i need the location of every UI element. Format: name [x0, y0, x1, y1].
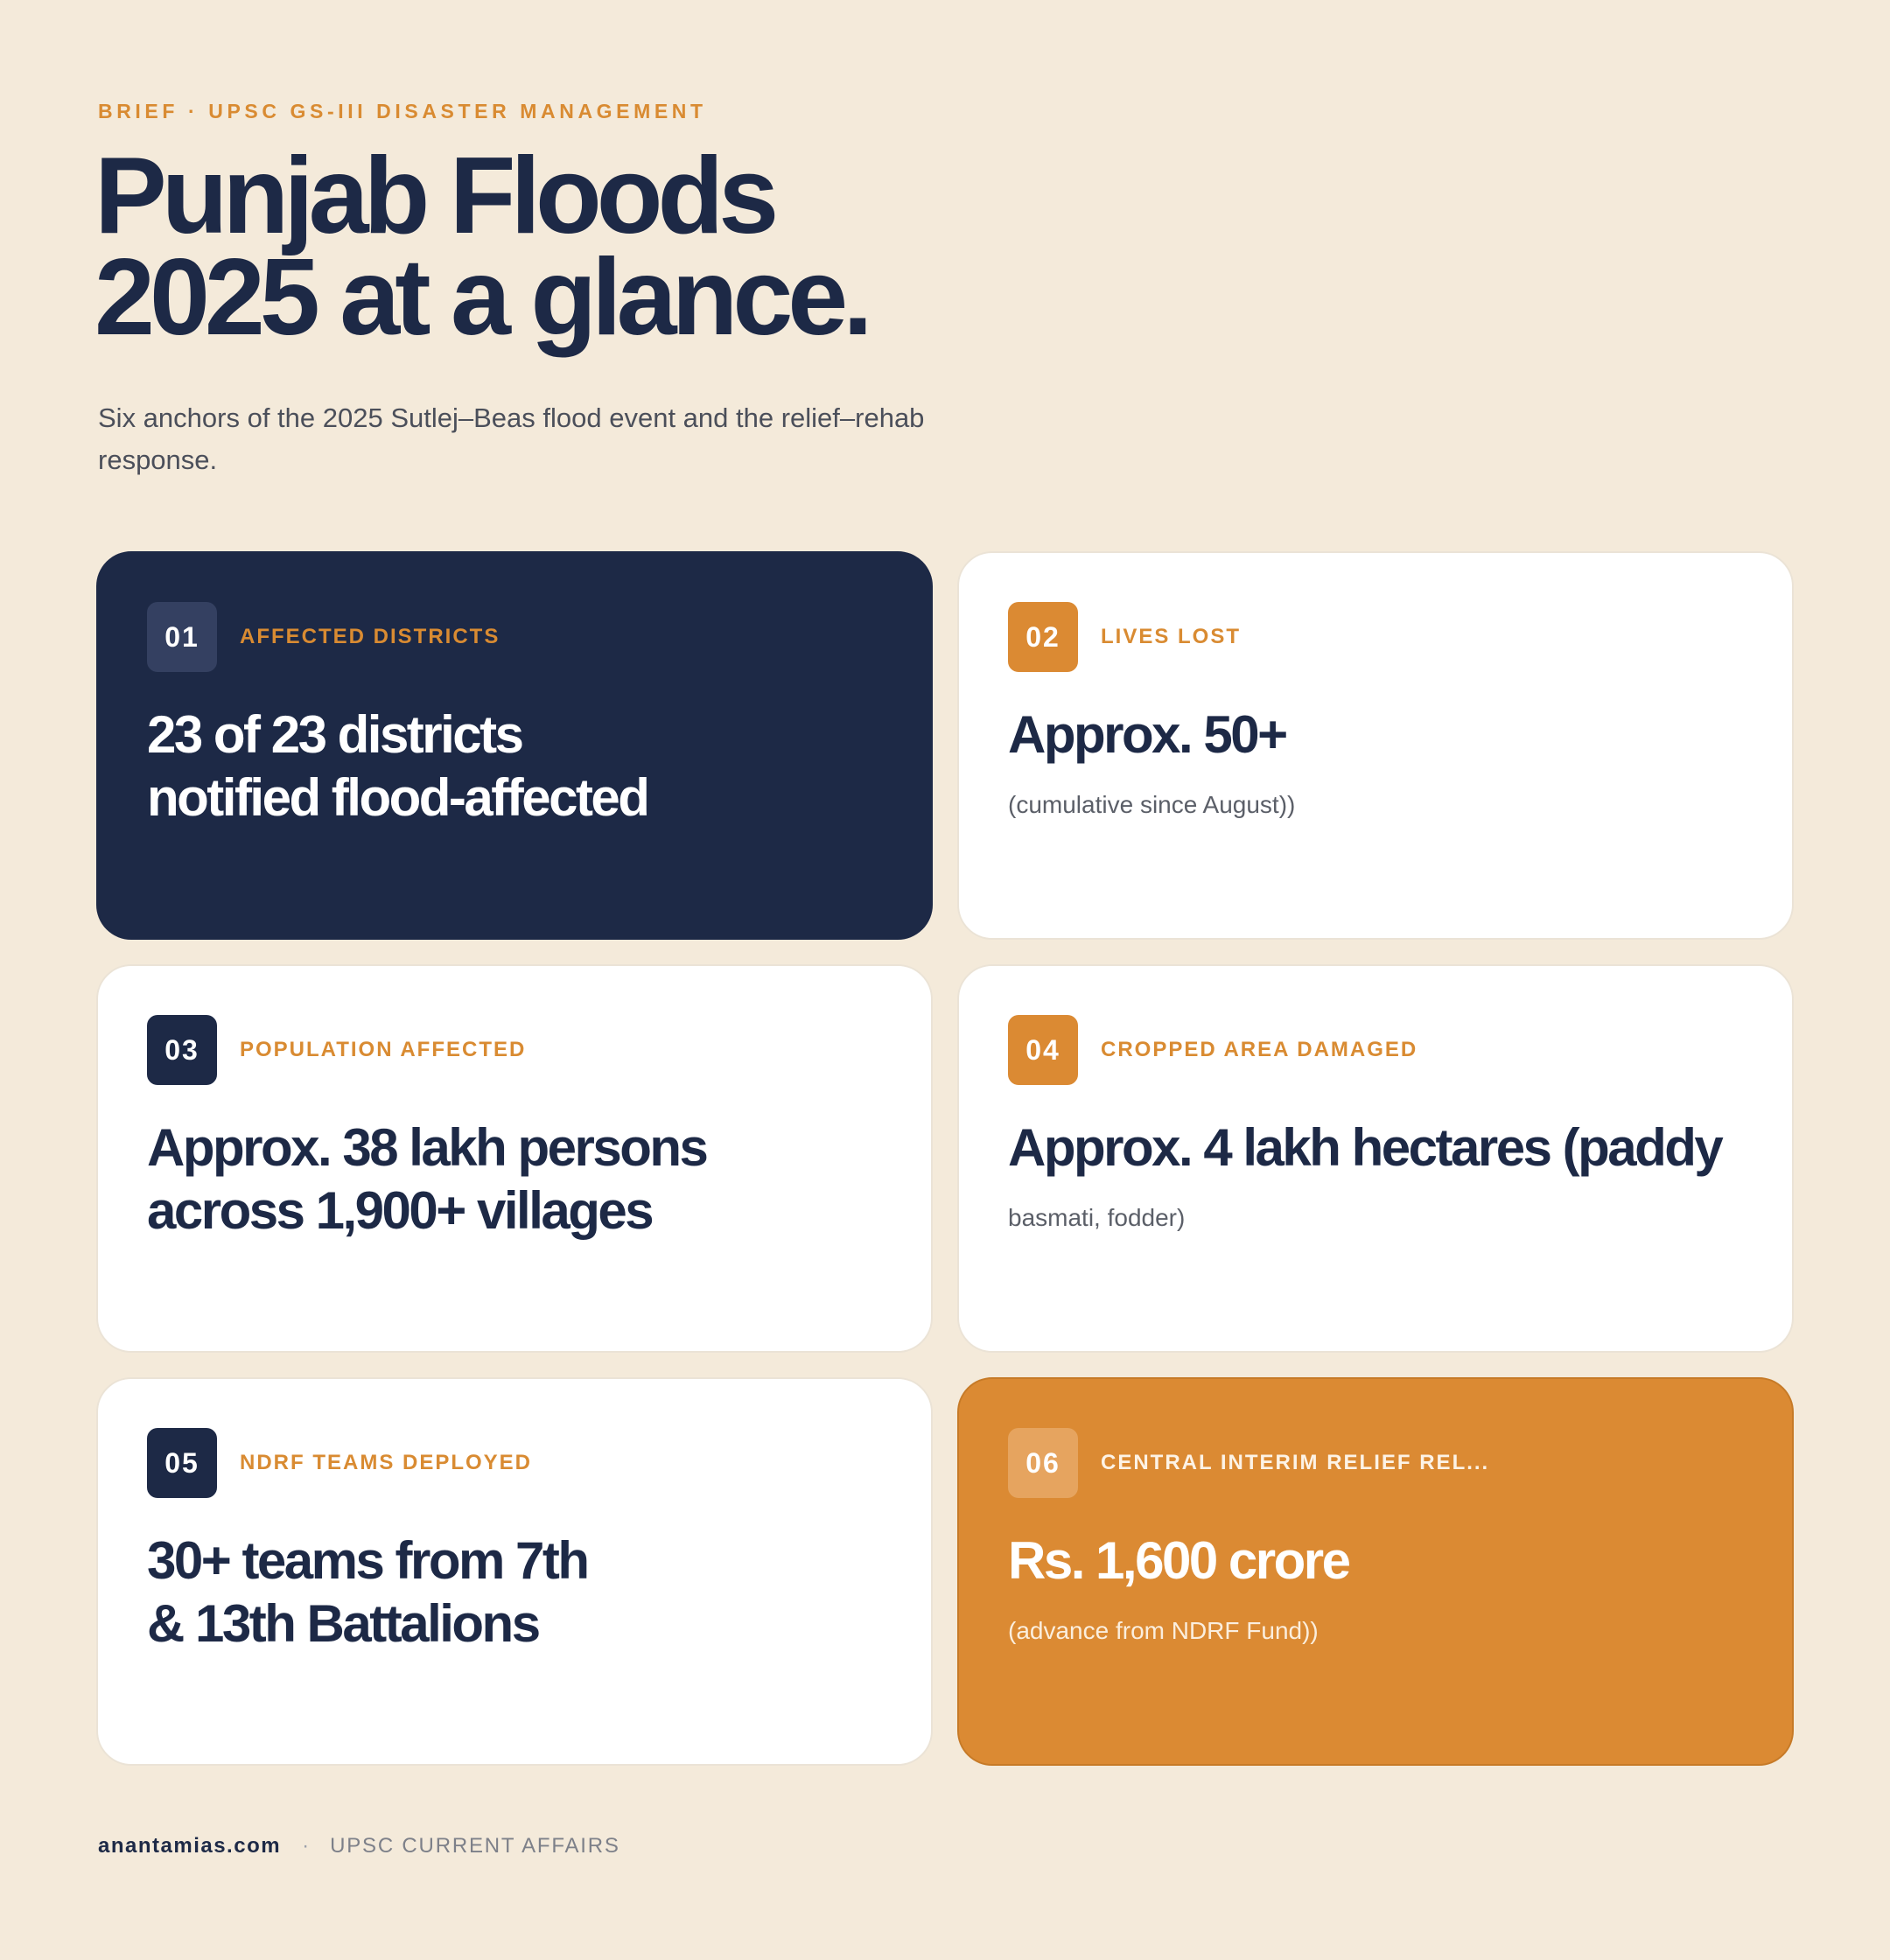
footer [98, 1834, 620, 1858]
card-value-line-1: Approx. 4 lakh hectares (paddy [1008, 1118, 1722, 1177]
card-label: CENTRAL INTERIM RELIEF REL... [1101, 1451, 1490, 1474]
card-value-line-1: 23 of 23 districts [147, 705, 522, 764]
stat-card-population-affected [96, 964, 933, 1353]
card-value [1008, 704, 1286, 766]
page-title-line-1: Punjab Floods [94, 136, 774, 256]
card-value [147, 704, 648, 830]
card-value [147, 1530, 588, 1656]
card-note: (advance from NDRF Fund)) [1008, 1617, 1319, 1644]
stat-card-affected-districts [96, 551, 933, 940]
card-label: NDRF TEAMS DEPLOYED [240, 1451, 533, 1474]
card-value-line-2: & 13th Battalions [147, 1594, 539, 1653]
card-number-badge: 02 [1008, 602, 1078, 672]
card-number-badge: 03 [147, 1015, 217, 1085]
card-label: LIVES LOST [1101, 625, 1242, 648]
footer-section: UPSC CURRENT AFFAIRS [330, 1834, 620, 1858]
eyebrow-label: BRIEF · UPSC GS-III DISASTER MANAGEMENT [98, 100, 707, 122]
card-label: AFFECTED DISTRICTS [240, 625, 500, 648]
card-value-line-2: across 1,900+ villages [147, 1181, 653, 1240]
card-value-line-1: Rs. 1,600 crore [1008, 1531, 1349, 1590]
stat-card-lives-lost [957, 551, 1794, 940]
card-value [147, 1116, 706, 1242]
card-note: (cumulative since August)) [1008, 791, 1296, 818]
card-number-badge: 05 [147, 1428, 217, 1498]
footer-separator: · [302, 1834, 310, 1858]
page-title-line-2: 2025 at a glance. [94, 237, 868, 358]
card-label: POPULATION AFFECTED [240, 1038, 527, 1061]
card-value-line-2: notified flood-affected [147, 768, 648, 827]
card-value-line-1: Approx. 38 lakh persons [147, 1118, 707, 1177]
card-number-badge: 06 [1008, 1428, 1078, 1498]
card-value [1008, 1116, 1721, 1180]
card-note: basmati, fodder) [1008, 1204, 1186, 1231]
card-value [1008, 1530, 1348, 1592]
card-value-line-1: 30+ teams from 7th [147, 1531, 588, 1590]
page-subtitle: Six anchors of the 2025 Sutlej–Beas flood event and the relief–rehab response. [98, 402, 925, 475]
page-title [94, 136, 1232, 358]
card-label: CROPPED AREA DAMAGED [1101, 1038, 1418, 1061]
stat-card-cropped-area-damaged [957, 964, 1794, 1353]
card-number-badge: 04 [1008, 1015, 1078, 1085]
stat-card-ndrf-teams [96, 1377, 933, 1766]
stat-card-central-relief [957, 1377, 1794, 1766]
footer-site: anantamias.com [98, 1834, 282, 1858]
card-value-line-1: Approx. 50+ [1008, 705, 1286, 764]
card-number-badge: 01 [147, 602, 217, 672]
